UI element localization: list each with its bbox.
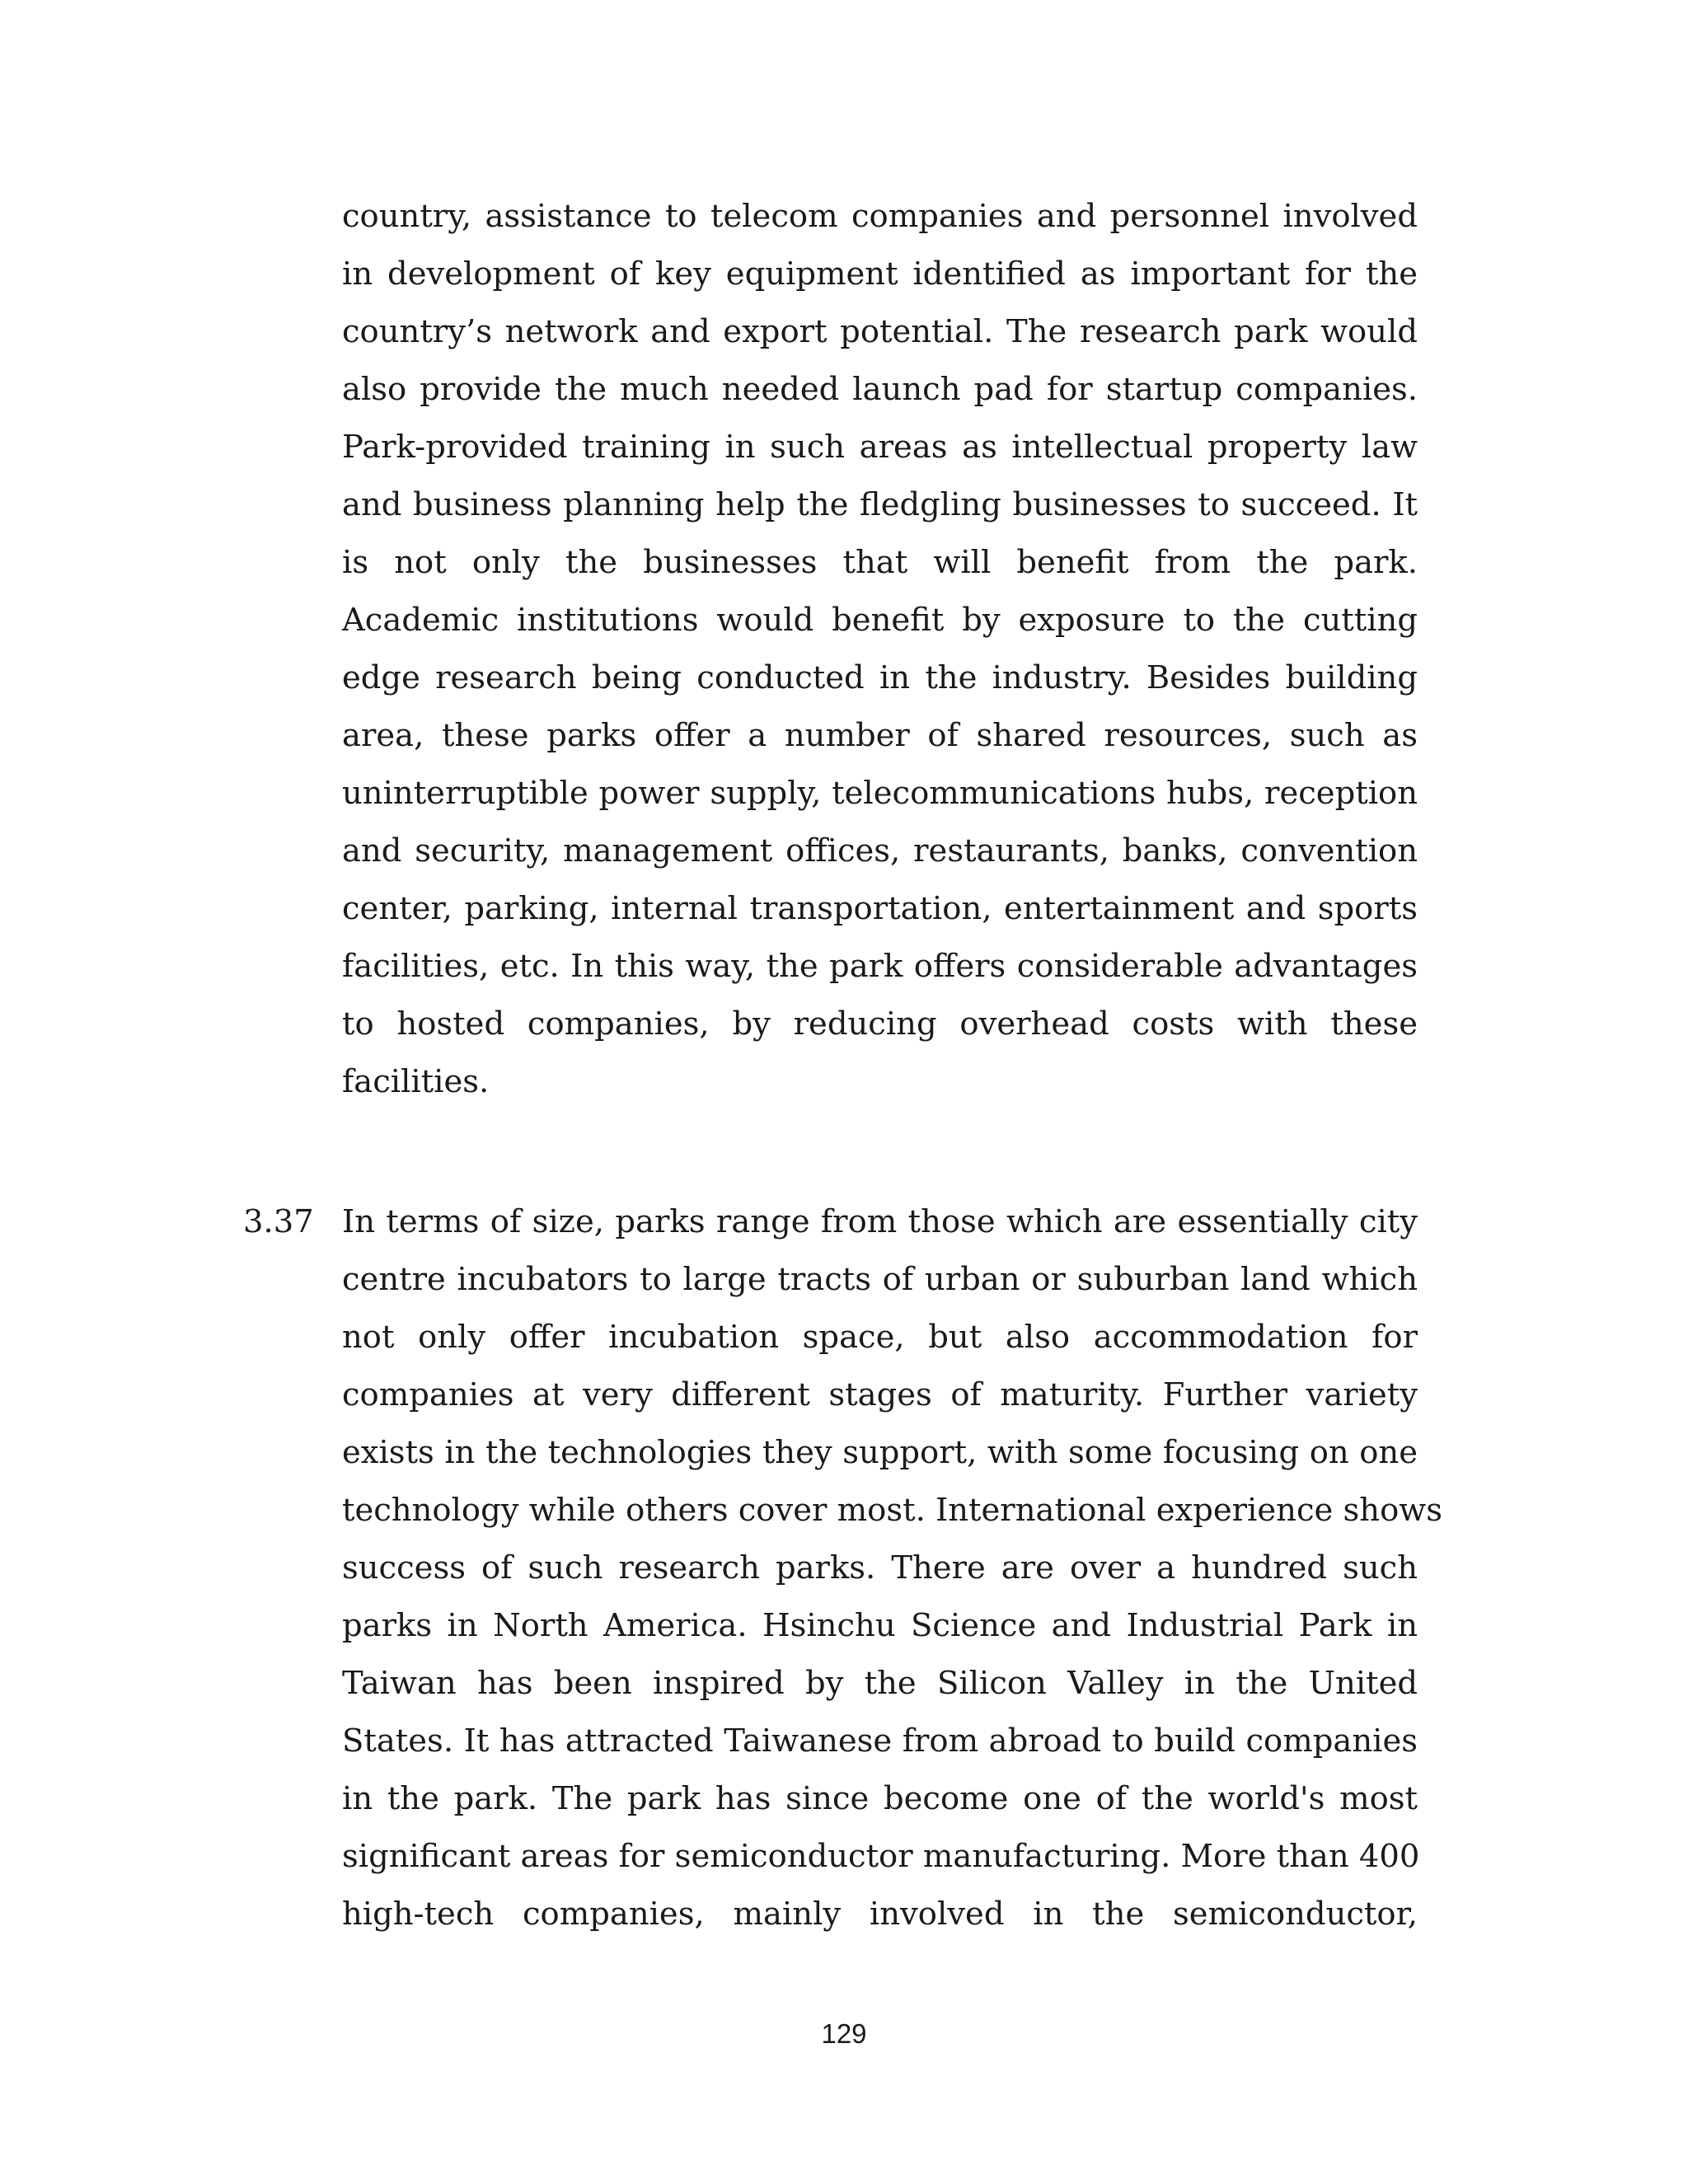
page-number: 129	[821, 2018, 867, 2049]
text-line: center, parking, internal transportation, entertainment and sports	[342, 890, 1418, 927]
text-line: and business planning help the fledgling businesses to succeed. It	[342, 486, 1418, 523]
text-line: States. It has attracted Taiwanese from abroad to build companies	[342, 1722, 1418, 1760]
text-line: facilities.	[342, 1063, 490, 1100]
text-line: not only offer incubation space, but also accommodation for	[342, 1319, 1418, 1356]
text-line: exists in the technologies they support, with some focusing on one	[342, 1434, 1418, 1471]
text-line: Taiwan has been inspired by the Silicon Valley in the United	[342, 1665, 1418, 1702]
text-line: facilities, etc. In this way, the park offers considerable advantages	[342, 948, 1418, 985]
text-line: area, these parks offer a number of shared resources, such as	[342, 717, 1418, 754]
text-line: in the park. The park has since become one of the world's most	[342, 1780, 1418, 1817]
text-line: edge research being conducted in the industry. Besides building	[342, 659, 1418, 696]
text-line: Park-provided training in such areas as intellectual property law	[342, 429, 1418, 466]
text-line: and security, management offices, restaurants, banks, convention	[342, 832, 1418, 869]
text-line: is not only the businesses that will benefit from the park.	[342, 544, 1418, 581]
text-line: in development of key equipment identified as important for the	[342, 255, 1418, 293]
text-line: country’s network and export potential. The research park would	[342, 313, 1418, 350]
text-line: technology while others cover most. International experience shows	[342, 1492, 1442, 1529]
paragraph-number: 3.37	[243, 1203, 314, 1240]
text-line: Academic institutions would benefit by exposure to the cutting	[342, 602, 1418, 639]
text-line: success of such research parks. There are over a hundred such	[342, 1549, 1418, 1586]
text-line: centre incubators to large tracts of urban or suburban land which	[342, 1261, 1418, 1298]
text-line: to hosted companies, by reducing overhead costs with these	[342, 1005, 1418, 1043]
text-line: high-tech companies, mainly involved in the semiconductor,	[342, 1896, 1418, 1933]
paragraph-continuation	[342, 188, 1418, 1111]
text-line: companies at very different stages of maturity. Further variety	[342, 1376, 1418, 1413]
text-line: country, assistance to telecom companies and personnel involved	[342, 198, 1418, 235]
text-line: significant areas for semiconductor manufacturing. More than 400	[342, 1838, 1420, 1875]
text-line: uninterruptible power supply, telecommunications hubs, reception	[342, 775, 1418, 812]
paragraph-3-37	[342, 1193, 1442, 1943]
text-line: In terms of size, parks range from those which are essentially city	[342, 1203, 1418, 1240]
text-line: parks in North America. Hsinchu Science and Industrial Park in	[342, 1607, 1418, 1644]
text-line: also provide the much needed launch pad for startup companies.	[342, 371, 1418, 408]
